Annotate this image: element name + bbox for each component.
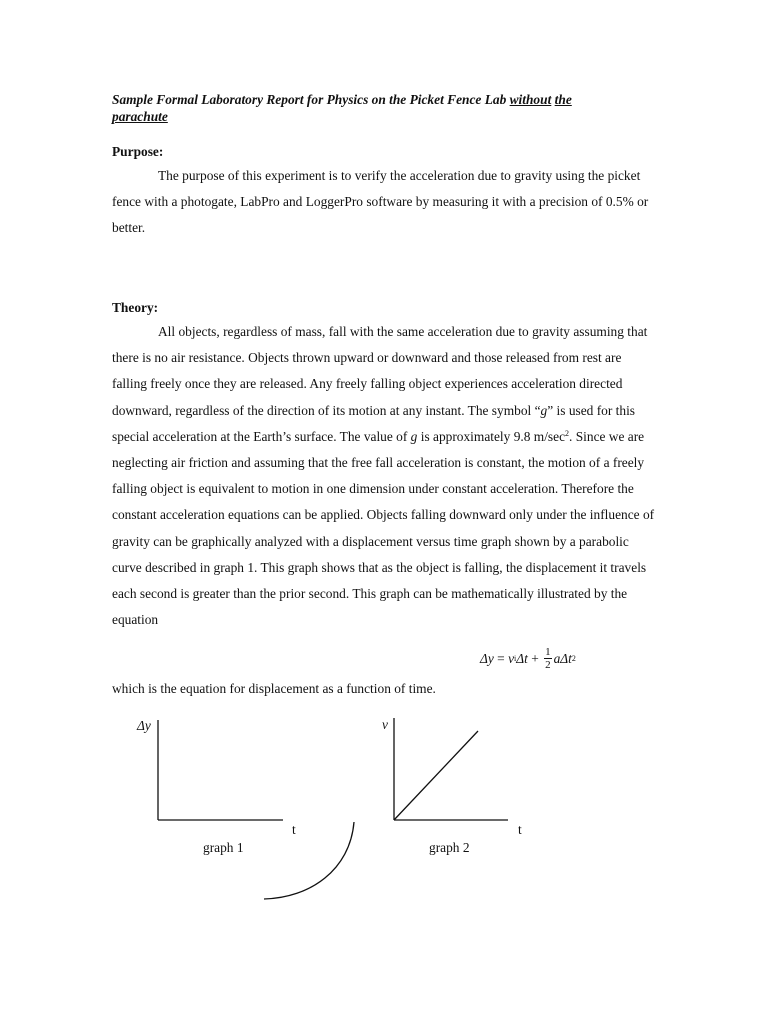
theory-text-3: is approximately 9.8 m/sec [417, 428, 566, 444]
fraction-denominator: 2 [545, 659, 551, 671]
equation-delta-t: Δt [516, 650, 528, 666]
equation-lhs: Δy [480, 650, 494, 666]
graph-2-linear-line [394, 731, 478, 820]
theory-text-4: . Since we are neglecting air friction and assuming that the free fall acceleration is constant, the motion of a freely falling object is equivalent to motion in one dimension under constant acceleration. Therefore the constant acceleration equations can be applied. Objects falling downward only under the influence of gravity can be graphically analyzed with a displacement versus time graph shown by a parabolic curve described in graph 1. This graph shows that as the object is falling, the displacement it travels each second is greater than the prior second. This graph can be mathematically illustrated by the equation [112, 428, 655, 628]
purpose-heading: Purpose: [112, 144, 164, 159]
symbol-g: g [410, 428, 418, 444]
graph-1 [136, 718, 354, 899]
title-word-parachute: parachute [112, 109, 168, 124]
theory-heading: Theory: [112, 300, 159, 315]
graph-2-x-label: t [518, 822, 522, 837]
title-text: Sample Formal Laboratory Report for Physics on the Picket Fence Lab [112, 92, 510, 107]
superscript: 2 [565, 428, 570, 438]
graph-2-caption: graph 2 [429, 840, 470, 855]
graph-2-y-label: v [382, 717, 388, 732]
equation-a: a [553, 650, 561, 666]
graph-1-y-label: Δy [137, 718, 151, 733]
equation-plus: + [527, 650, 543, 666]
title-word-without: without [509, 92, 552, 107]
purpose-text: The purpose of this experiment is to verify the acceleration due to gravity using the picket fence with a photogate, LabPro and LoggerPro software by measuring it with a precision of 0.5% or better. [112, 168, 649, 236]
equation-delta-t: Δt [560, 650, 572, 666]
equation-equals: = [493, 650, 509, 666]
displacement-equation: Δy = v i Δt + $\frac{1}{2}$ a Δt 2 [480, 646, 576, 671]
graph-2 [382, 717, 522, 855]
title-word-the: the [554, 92, 572, 107]
symbol-g: g [540, 402, 548, 418]
graph-1-x-label: t [292, 822, 296, 837]
graph-1-caption: graph 1 [203, 840, 244, 855]
graph-1-parabolic-curve [264, 822, 354, 899]
theory-text-2: ” is used for this special acceleration at the Earth’s surface. The value of [112, 402, 636, 444]
theory-text-1: All objects, regardless of mass, fall with the same acceleration due to gravity assuming that there is no air resistance. Objects thrown upward or downward and those released from rest are falling freely once they are released. Any freely falling object experiences acceleration directed downward, regardless of the direction of its motion at any instant. The symbol “ [112, 324, 648, 418]
equation-v: v [508, 650, 515, 666]
after-equation-text: which is the equation for displacement as a function of time. [112, 681, 436, 696]
fraction-numerator: 1 [545, 646, 551, 658]
